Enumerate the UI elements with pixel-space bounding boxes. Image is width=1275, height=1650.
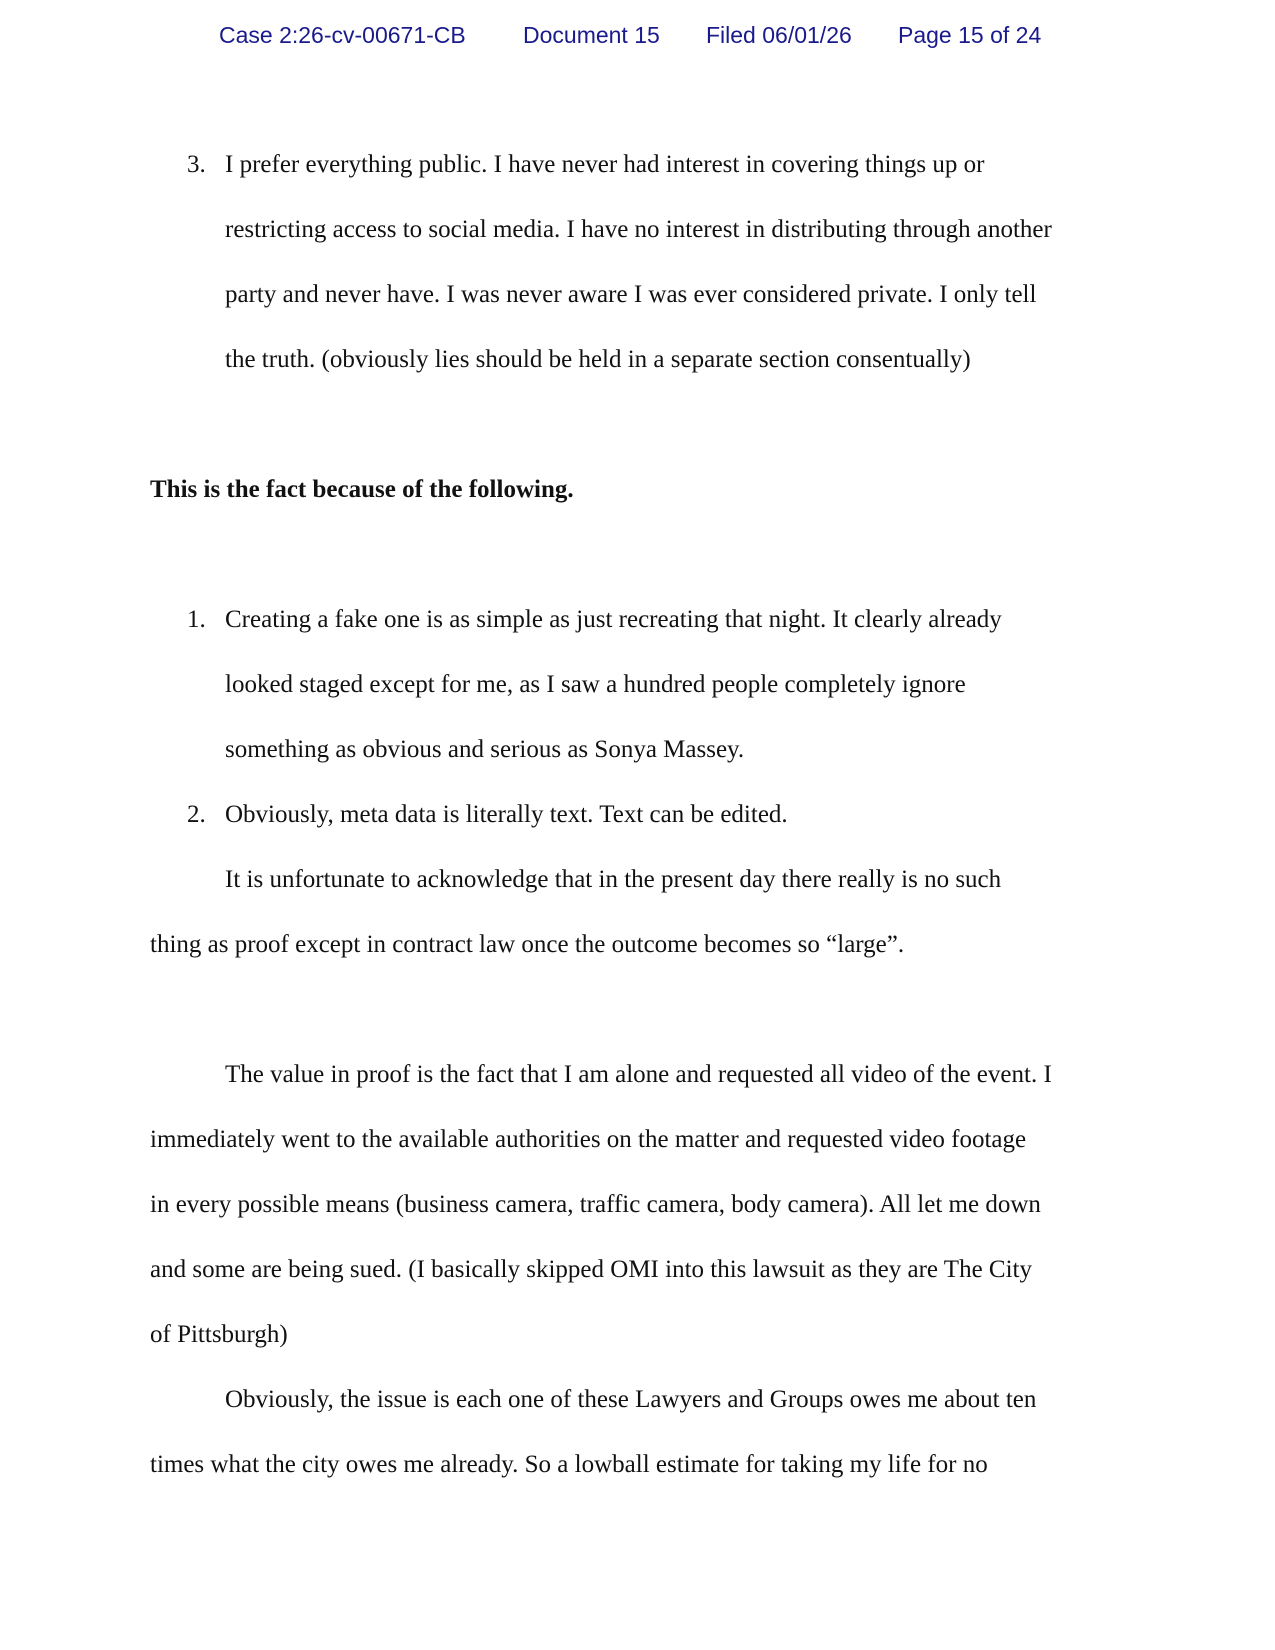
paragraph-line: times what the city owes me already. So a lowball estimate for taking my life for no <box>150 1451 988 1478</box>
document-number: Document 15 <box>523 22 660 48</box>
paragraph-line: of Pittsburgh) <box>150 1321 288 1348</box>
page-number: Page 15 of 24 <box>898 22 1042 48</box>
list-item-line: restricting access to social media. I have no interest in distributing through another <box>225 216 1052 243</box>
list-item-number: 3. <box>187 151 206 178</box>
list-item-line: I prefer everything public. I have never had interest in covering things up or <box>225 151 985 178</box>
case-number: Case 2:26-cv-00671-CB <box>219 22 466 48</box>
list-item-line: the truth. (obviously lies should be held in a separate section consentually) <box>225 346 971 373</box>
list-item-line: looked staged except for me, as I saw a hundred people completely ignore <box>225 671 966 698</box>
section-heading: This is the fact because of the following. <box>150 476 574 503</box>
paragraph-line: Obviously, the issue is each one of these Lawyers and Groups owes me about ten <box>225 1386 1037 1413</box>
list-item-number: 2. <box>187 801 206 828</box>
list-item-line: Creating a fake one is as simple as just recreating that night. It clearly already <box>225 606 1002 633</box>
case-header <box>0 22 1275 54</box>
paragraph-line: The value in proof is the fact that I am alone and requested all video of the event. I <box>225 1061 1052 1088</box>
paragraph-line: immediately went to the available authorities on the matter and requested video footage <box>150 1126 1027 1153</box>
paragraph-line: in every possible means (business camera, traffic camera, body camera). All let me down <box>150 1191 1041 1218</box>
paragraph-line: It is unfortunate to acknowledge that in the present day there really is no such <box>225 866 1002 893</box>
list-item-line: party and never have. I was never aware I was ever considered private. I only tell <box>225 281 1037 308</box>
filed-date: Filed 06/01/26 <box>706 22 852 48</box>
list-item-line: something as obvious and serious as Sonya Massey. <box>225 736 745 763</box>
paragraph-line: thing as proof except in contract law once the outcome becomes so “large”. <box>150 931 905 958</box>
paragraph-line: and some are being sued. (I basically skipped OMI into this lawsuit as they are The City <box>150 1256 1032 1283</box>
list-item-line: Obviously, meta data is literally text. Text can be edited. <box>225 801 788 828</box>
list-item-number: 1. <box>187 606 206 633</box>
